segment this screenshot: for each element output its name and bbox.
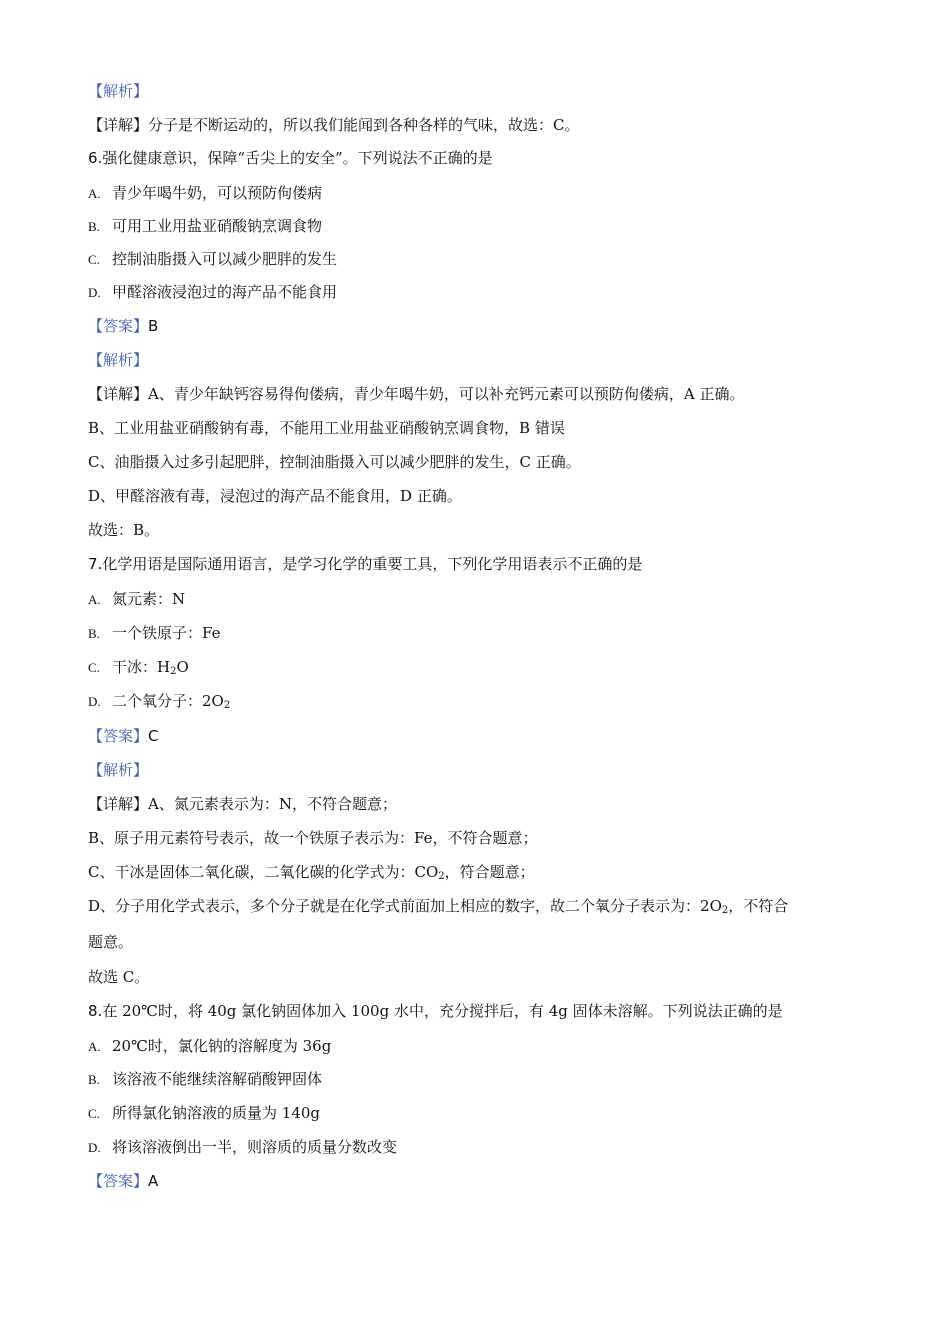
answer-tag: 【答案】 — [88, 1172, 149, 1190]
option-text: 二个氧分子：2O — [112, 692, 224, 710]
q6-answer-value: B — [148, 317, 159, 335]
q7-option-d — [88, 691, 910, 712]
detail-text: 题意。 — [88, 933, 134, 951]
option-letter: A. — [88, 186, 101, 201]
q7-answer — [88, 726, 910, 746]
q8-option-d — [88, 1137, 910, 1158]
detail-tag: 【详解】 — [88, 795, 149, 813]
detail-text: B、原子用元素符号表示，故一个铁原子表示为：Fe，不符合题意； — [88, 829, 538, 847]
option-text: 干冰：H — [112, 658, 171, 676]
q8-stem — [88, 1001, 910, 1021]
option-text: 该溶液不能继续溶解硝酸钾固体 — [112, 1070, 323, 1088]
q6-stem-text: 强化健康意识，保障“舌尖上的安全”。下列说法不正确的是 — [102, 149, 493, 167]
option-letter: C. — [88, 660, 100, 675]
option-text-tail: O — [176, 658, 189, 676]
detail-tag: 【详解】 — [88, 385, 149, 403]
q8-option-a — [88, 1036, 910, 1057]
q8-option-c — [88, 1103, 910, 1124]
detail-text: D、甲醛溶液有毒，浸泡过的海产品不能食用，D 正确。 — [88, 487, 462, 505]
q8-number: 8. — [88, 1002, 103, 1020]
detail-text: A、氮元素表示为：N，不符合题意； — [148, 795, 397, 813]
option-letter: D. — [88, 694, 101, 709]
analysis-tag: 【解析】 — [88, 82, 149, 100]
q6-option-c — [88, 249, 910, 270]
q6-analysis-label — [88, 350, 910, 370]
q7-stem-text: 化学用语是国际通用语言，是学习化学的重要工具，下列化学用语表示不正确的是 — [102, 555, 643, 573]
subscript: 2 — [721, 905, 729, 916]
q7-answer-value: C — [148, 727, 159, 745]
q5-detail — [88, 115, 910, 135]
analysis-tag: 【解析】 — [88, 351, 149, 369]
q6-conclusion — [88, 520, 910, 540]
q7-detail-b — [88, 828, 910, 848]
detail-text-tail: ，符合题意； — [444, 863, 535, 881]
q7-stem — [88, 554, 910, 574]
subscript: 2 — [438, 871, 445, 882]
conclusion-text: 故选 C。 — [88, 968, 150, 986]
q8-stem-text: 在 20℃时，将 40g 氯化钠固体加入 100g 水中，充分搅拌后，有 4g 固体未溶解。下列说法正确的是 — [102, 1002, 783, 1020]
option-letter: D. — [88, 285, 101, 300]
option-text: 控制油脂摄入可以减少肥胖的发生 — [112, 250, 338, 268]
q7-analysis-label — [88, 760, 910, 780]
analysis-label — [88, 81, 910, 101]
q7-number: 7. — [88, 555, 103, 573]
q6-answer — [88, 316, 910, 336]
analysis-tag: 【解析】 — [88, 761, 149, 779]
q5-detail-text: 分子是不断运动的，所以我们能闻到各种各样的气味，故选：C。 — [148, 116, 580, 134]
subscript: 2 — [170, 666, 177, 677]
subscript: 2 — [223, 700, 231, 711]
detail-text: B、工业用盐亚硝酸钠有毒，不能用工业用盐亚硝酸钠烹调食物，B 错误 — [88, 419, 565, 437]
conclusion-text: 故选：B。 — [88, 521, 160, 539]
detail-text: C、干冰是固体二氧化碳，二氧化碳的化学式为：CO — [88, 863, 439, 881]
option-letter: D. — [88, 1140, 101, 1155]
detail-text: C、油脂摄入过多引起肥胖，控制油脂摄入可以减少肥胖的发生，C 正确。 — [88, 453, 581, 471]
option-text: 一个铁原子：Fe — [112, 624, 221, 642]
option-text: 氮元素：N — [112, 590, 186, 608]
q6-detail-d — [88, 486, 910, 506]
option-text: 所得氯化钠溶液的质量为 140g — [112, 1104, 321, 1122]
detail-text-tail: ，不符合 — [728, 897, 789, 915]
option-letter: C. — [88, 252, 100, 267]
q8-option-b — [88, 1069, 910, 1090]
option-text: 甲醛溶液浸泡过的海产品不能食用 — [112, 283, 338, 301]
option-text: 20℃时，氯化钠的溶解度为 36g — [112, 1037, 332, 1055]
detail-tag: 【详解】 — [88, 116, 149, 134]
q7-detail-d-cont — [88, 932, 910, 952]
q6-detail-c — [88, 452, 910, 472]
option-text: 将该溶液倒出一半，则溶质的质量分数改变 — [112, 1138, 398, 1156]
option-letter: B. — [88, 1072, 100, 1087]
q6-option-d — [88, 282, 910, 303]
detail-text: A、青少年缺钙容易得佝偻病，青少年喝牛奶，可以补充钙元素可以预防佝偻病，A 正确。 — [148, 385, 745, 403]
detail-text: D、分子用化学式表示，多个分子就是在化学式前面加上相应的数字，故二个氧分子表示为：2O — [88, 897, 722, 915]
q6-stem — [88, 148, 910, 168]
answer-tag: 【答案】 — [88, 317, 149, 335]
q7-option-a — [88, 589, 910, 610]
q7-detail-c — [88, 862, 910, 882]
q7-option-c — [88, 657, 910, 678]
option-letter: A. — [88, 592, 101, 607]
option-text: 青少年喝牛奶，可以预防佝偻病 — [112, 184, 323, 202]
q7-detail-d — [88, 896, 910, 916]
option-letter: B. — [88, 626, 100, 641]
q7-conclusion — [88, 967, 910, 987]
option-letter: A. — [88, 1039, 101, 1054]
option-letter: B. — [88, 219, 100, 234]
q6-option-b — [88, 216, 910, 237]
q8-answer-value: A — [148, 1172, 159, 1190]
q7-detail-a — [88, 794, 910, 814]
q7-option-b — [88, 623, 910, 644]
answer-tag: 【答案】 — [88, 727, 149, 745]
q6-detail-a — [88, 384, 910, 404]
option-text: 可用工业用盐亚硝酸钠烹调食物 — [112, 217, 323, 235]
q6-number: 6. — [88, 149, 103, 167]
q6-detail-b — [88, 418, 910, 438]
q8-answer — [88, 1171, 910, 1191]
q6-option-a — [88, 183, 910, 204]
option-letter: C. — [88, 1106, 100, 1121]
